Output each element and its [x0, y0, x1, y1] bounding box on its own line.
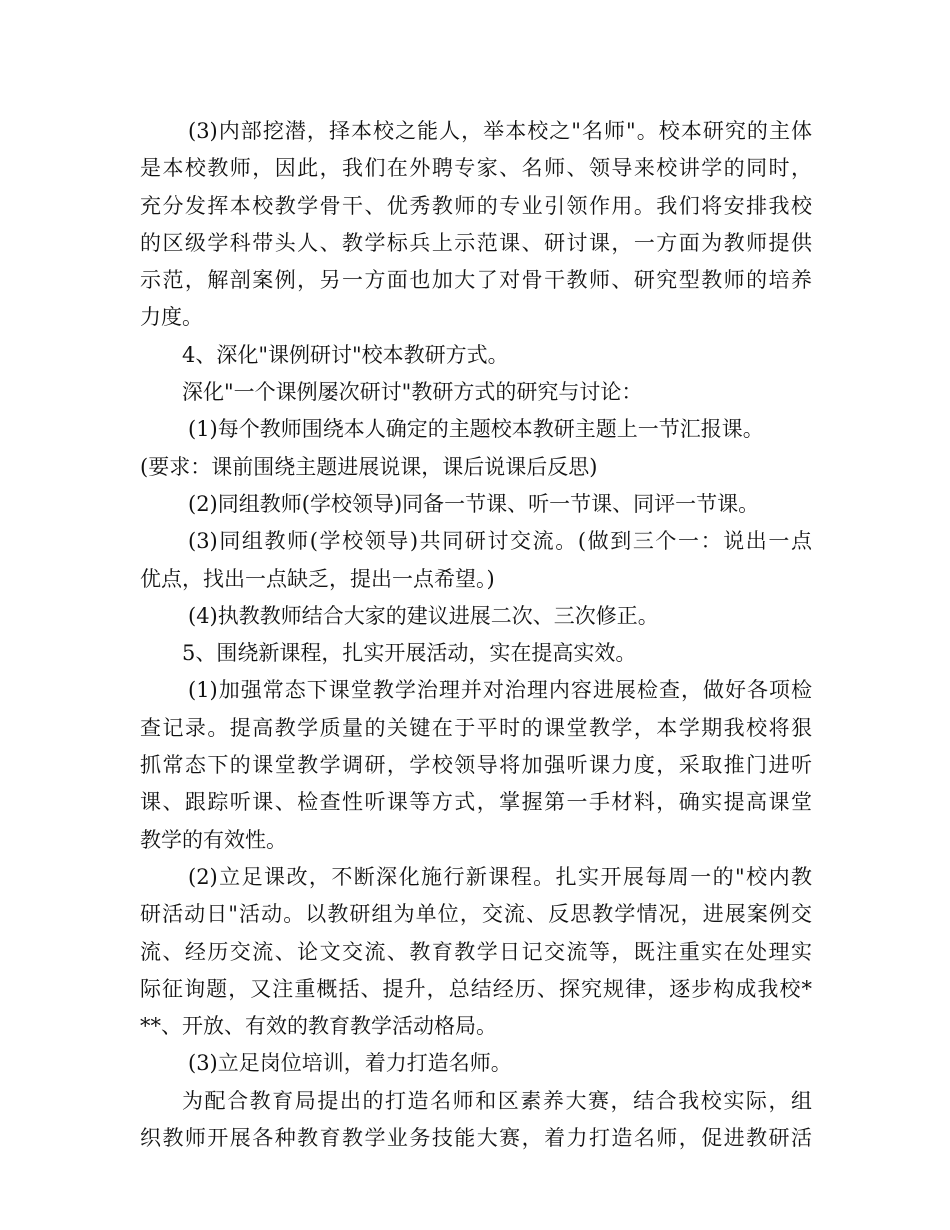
paragraph-line: (3)同组教师(学校领导)共同研讨交流。(做到三个一：说出一点: [188, 529, 812, 554]
paragraph-line: 抓常态下的课堂教学调研，学校领导将加强听课力度，采取推门进听: [140, 753, 812, 778]
paragraph-line: (3)内部挖潜，择本校之能人，举本校之"名师"。校本研究的主体: [188, 119, 812, 143]
paragraph-line: 示范，解剖案例，另一方面也加大了对骨干教师、研究型教师的培养: [140, 268, 812, 293]
paragraph-line: 流、经历交流、论文交流、教育教学日记交流等，既注重实在处理实: [140, 939, 812, 964]
paragraph-line: (2)立足课改，不断深化施行新课程。扎实开展每周一的"校内教: [188, 864, 812, 889]
paragraph-line: (1)加强常态下课堂教学治理并对治理内容进展检查，做好各项检: [188, 678, 812, 703]
paragraph-line: (4)执教教师结合大家的建议进展二次、三次修正。: [188, 603, 659, 628]
paragraph-line: (2)同组教师(学校领导)同备一节课、听一节课、同评一节课。: [188, 491, 760, 516]
paragraph-line: 课、跟踪听课、检查性听课等方式，掌握第一手材料，确实提高课堂: [140, 790, 812, 815]
paragraph-line: 际征询题，又注重概括、提升，总结经历、探究规律，逐步构成我校*: [140, 976, 812, 1001]
paragraph-line: 充分发挥本校教学骨干、优秀教师的专业引领作用。我们将安排我校: [140, 193, 812, 218]
paragraph-line: **、开放、有效的教育教学活动格局。: [140, 1014, 497, 1039]
paragraph-line: (要求：课前围绕主题进展说课，课后说课后反思): [140, 454, 598, 479]
section-heading: 5、围绕新课程，扎实开展活动，实在提高实效。: [182, 641, 637, 666]
paragraph-line: (1)每个教师围绕本人确定的主题校本教研主题上一节汇报课。: [188, 417, 764, 442]
paragraph-line: 查记录。提高教学质量的关键在于平时的课堂教学，本学期我校将狠: [140, 715, 812, 740]
body-text: [140, 113, 812, 1157]
paragraph-line: 是本校教师，因此，我们在外聘专家、名师、领导来校讲学的同时，: [140, 156, 812, 181]
paragraph-line: 深化"一个课例屡次研讨"教研方式的研究与讨论：: [182, 380, 643, 405]
paragraph-line: 力度。: [140, 305, 203, 330]
paragraph-line: 研活动日"活动。以教研组为单位，交流、反思教学情况，进展案例交: [140, 902, 812, 927]
paragraph-line: 为配合教育局提出的打造名师和区素养大赛，结合我校实际，组: [182, 1088, 812, 1113]
paragraph-line: 织教师开展各种教育教学业务技能大赛，着力打造名师，促进教研活: [140, 1126, 812, 1151]
section-heading: 4、深化"课例研讨"校本教研方式。: [182, 342, 509, 367]
paragraph-line: 的区级学科带头人、教学标兵上示范课、研讨课，一方面为教师提供: [140, 230, 812, 255]
paragraph-line: 优点，找出一点缺乏，提出一点希望。): [140, 566, 495, 591]
paragraph-line: (3)立足岗位培训，着力打造名师。: [188, 1051, 512, 1076]
paragraph-line: 教学的有效性。: [140, 827, 287, 852]
